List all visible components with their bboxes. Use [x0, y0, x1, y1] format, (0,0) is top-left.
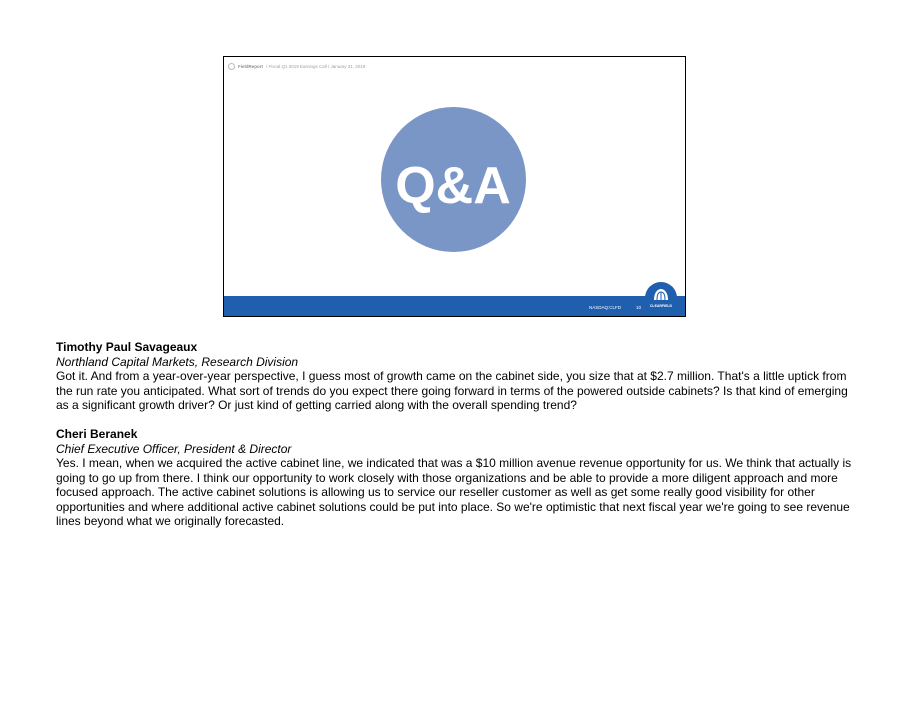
speaker-block [56, 340, 856, 413]
footer-ticker: NASDAQ:CLFD [588, 305, 621, 310]
qa-badge-text [381, 107, 526, 252]
qa-badge [381, 107, 526, 252]
speaker-name: Cheri Beranek [56, 427, 138, 441]
slide-footer [224, 296, 685, 316]
footer-logo-text: CLEARFIELD [649, 304, 673, 308]
speaker-role: Northland Capital Markets, Research Division [56, 354, 299, 369]
speaker-block [56, 427, 856, 529]
svg-text:Q&A: Q&A [395, 157, 511, 215]
speaker-text: Yes. I mean, when we acquired the active cabinet line, we indicated that was a $10 million avenue revenue opportunity for us. We think that actually is going to go up from there. I think our opportunity to work closely with those organizations and be able to provide a more diligent approach and more focused approach. The active cabinet solutions is allowing us to service our reseller customer as well as get some really good visibility for other opportunities and where additional active cabinet solutions could be put into place. So we're optimistic that next fiscal year we're going to see revenue lines beyond what we originally forecasted. [56, 456, 852, 528]
slide-header-breadcrumb: / Fiscal Q1 2019 Earnings Call / January 31, 2019 [266, 63, 366, 69]
clearfield-logo-icon [645, 282, 677, 314]
transcript [56, 340, 856, 543]
speaker-name: Timothy Paul Savageaux [56, 340, 198, 354]
company-logo-icon [228, 63, 235, 70]
slide-header [228, 61, 365, 71]
footer-page-number: 10 [635, 305, 641, 310]
speaker-role: Chief Executive Officer, President & Director [56, 441, 292, 456]
slide-image [223, 56, 686, 317]
slide-header-brand: FieldReport [238, 63, 264, 69]
speaker-text: Got it. And from a year-over-year perspective, I guess most of growth came on the cabinet side, you size that at $2.7 million. That's a little uptick from the run rate you anticipated. What sort of trends do you expect there going forward in terms of the powered outside cabinets? Is that kind of emerging as a significant growth driver? Or just kind of getting carried along with the overall spending trend? [56, 369, 848, 412]
